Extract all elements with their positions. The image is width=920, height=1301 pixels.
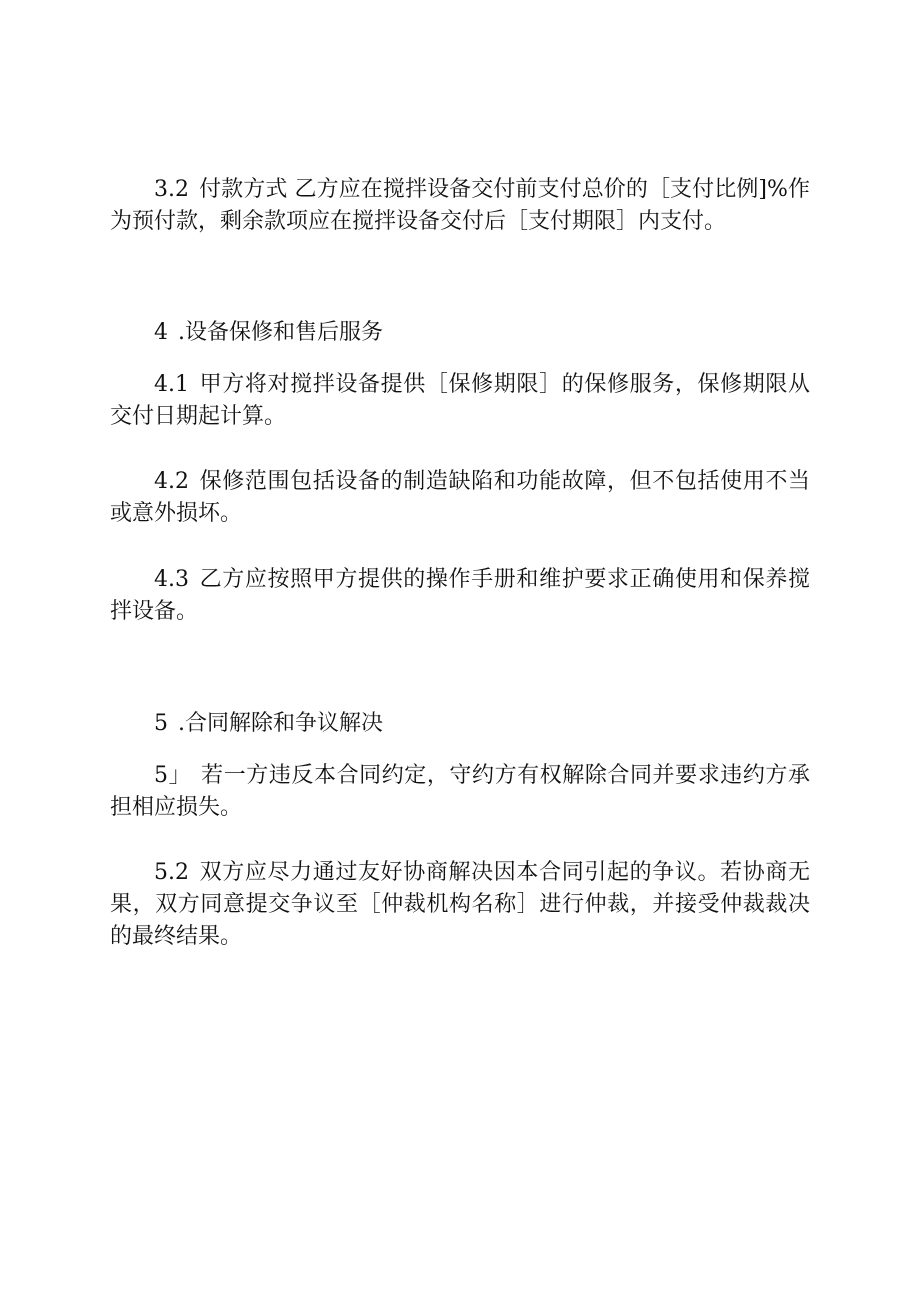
clause-3-2 bbox=[110, 174, 810, 238]
section-heading-4 bbox=[154, 317, 810, 349]
clause-4-3 bbox=[110, 564, 810, 628]
section-number: 5 bbox=[154, 711, 168, 736]
clause-text: 甲方将对搅拌设备提供［保修期限］的保修服务，保修期限从交付日期起计算。 bbox=[110, 372, 810, 429]
clause-5-2 bbox=[110, 857, 810, 953]
clause-number: 4.2 bbox=[154, 469, 189, 494]
section-number: 4 bbox=[154, 320, 168, 345]
clause-number: 4.1 bbox=[154, 372, 189, 397]
clause-4-2 bbox=[110, 466, 810, 530]
clause-4-1 bbox=[110, 369, 810, 433]
clause-text: 付款方式 乙方应在搅拌设备交付前支付总价的［支付比例]%作为预付款，剩余款项应在搅拌设备交付后［支付期限］内支付。 bbox=[110, 177, 810, 234]
clause-number: 5」 bbox=[154, 763, 192, 788]
clause-text: 乙方应按照甲方提供的操作手册和维护要求正确使用和保养搅拌设备。 bbox=[110, 567, 810, 624]
section-title: .设备保修和售后服务 bbox=[178, 320, 383, 345]
clause-number: 4.3 bbox=[154, 567, 189, 592]
section-heading-5 bbox=[154, 708, 810, 740]
clause-number: 5.2 bbox=[154, 860, 189, 885]
clause-text: 若一方违反本合同约定，守约方有权解除合同并要求违约方承担相应损失。 bbox=[110, 763, 810, 820]
clause-text: 保修范围包括设备的制造缺陷和功能故障，但不包括使用不当或意外损坏。 bbox=[110, 469, 810, 526]
clause-5-1 bbox=[110, 760, 810, 824]
clause-text: 双方应尽力通过友好协商解决因本合同引起的争议。若协商无果，双方同意提交争议至［仲裁机构名称］进行仲裁，并接受仲裁裁决的最终结果。 bbox=[110, 860, 810, 949]
section-title: .合同解除和争议解决 bbox=[178, 711, 383, 736]
clause-number: 3.2 bbox=[154, 177, 189, 202]
